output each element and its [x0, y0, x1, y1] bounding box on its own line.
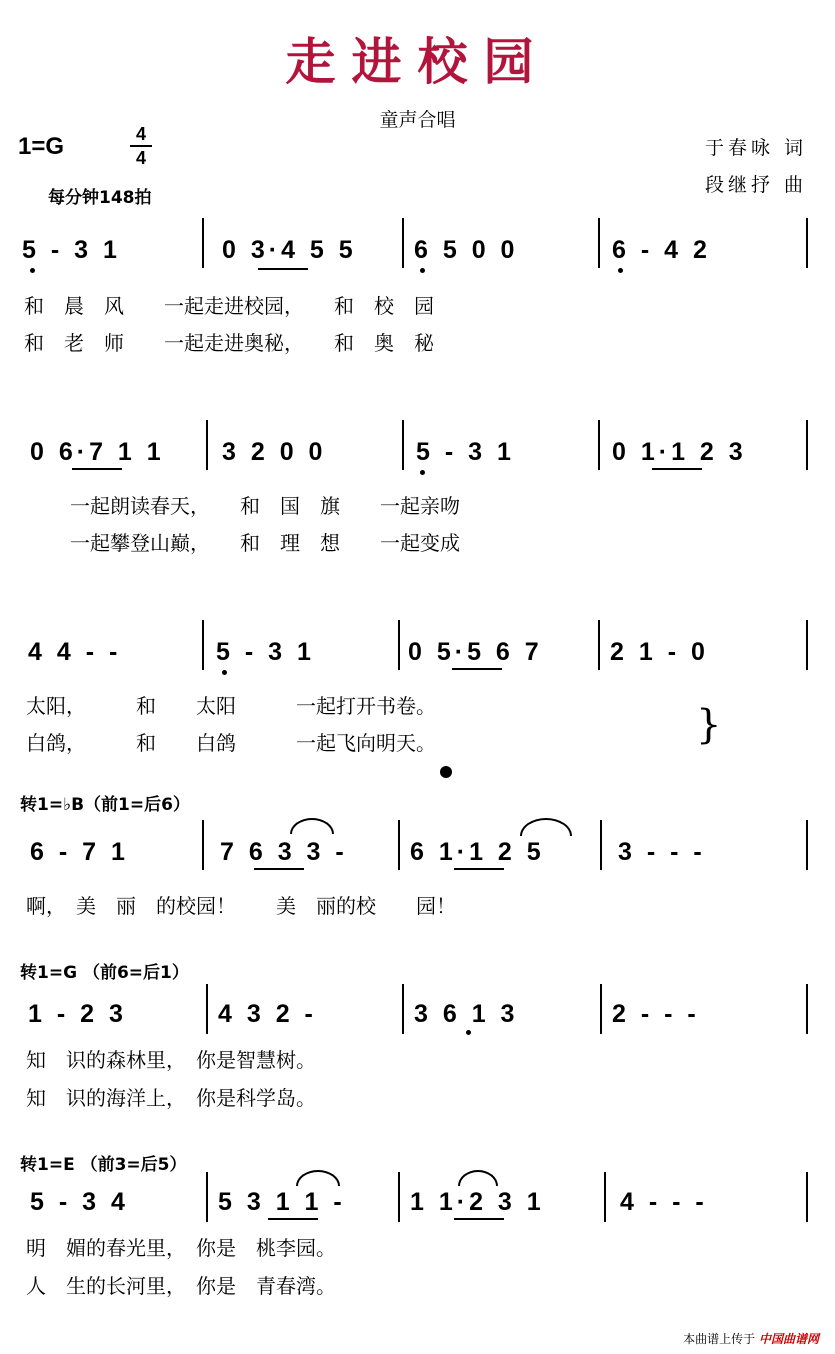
beam: [452, 668, 502, 670]
lyric-line: 人 生的长河里， 你是 青春湾。: [26, 1274, 336, 1298]
beam: [652, 468, 702, 470]
barline: [806, 620, 808, 670]
beam: [254, 868, 304, 870]
beam: [454, 1218, 504, 1220]
barline: [402, 984, 404, 1034]
lyric-line: 白鸽， 和 白鸽 一起飞向明天。: [26, 731, 436, 755]
measure: 2 1 - 0: [610, 638, 709, 666]
barline: [206, 984, 208, 1034]
time-signature-top: 4: [135, 124, 146, 144]
octave-dot: [222, 670, 227, 675]
lyric-line: 啊， 美 丽 的校园！ 美 丽的校 园！: [26, 894, 456, 918]
measure: 3 2 0 0: [222, 438, 327, 466]
measure: 0 5·5 6 7: [408, 638, 543, 666]
barline: [206, 420, 208, 470]
measure: 6 - 4 2: [612, 236, 711, 264]
barline: [806, 984, 808, 1034]
measure: 5 - 3 1: [216, 638, 315, 666]
decorative-dot: [440, 766, 452, 778]
barline: [806, 1172, 808, 1222]
measure: 6 5 0 0: [414, 236, 519, 264]
barline: [806, 820, 808, 870]
octave-dot: [420, 470, 425, 475]
barline: [598, 420, 600, 470]
measure: 3 6 1 3: [414, 1000, 519, 1028]
barline: [202, 218, 204, 268]
measure: 0 6·7 1 1: [30, 438, 165, 466]
lyric-line: 一起朗读春天， 和 国 旗 一起亲吻: [70, 494, 460, 518]
brace: }: [696, 702, 722, 748]
modulation-marking: 转1=G （前6=后1）: [20, 963, 189, 983]
barline: [402, 218, 404, 268]
barline: [806, 420, 808, 470]
measure: 4 - - -: [620, 1188, 708, 1216]
barline: [202, 820, 204, 870]
lyric-line: 知 识的森林里， 你是智慧树。: [26, 1048, 316, 1072]
measure: 5 - 3 1: [22, 236, 121, 264]
measure: 4 3 2 -: [218, 1000, 317, 1028]
time-signature-bottom: 4: [135, 148, 146, 168]
lyricist-credit: 于春咏 词: [704, 137, 807, 159]
measure: 6 - 7 1: [30, 838, 129, 866]
measure: 0 3·4 5 5: [222, 236, 357, 264]
barline: [398, 820, 400, 870]
measure: 1 - 2 3: [28, 1000, 127, 1028]
barline: [600, 984, 602, 1034]
beam: [72, 468, 122, 470]
composer-credit: 段继抒 曲: [704, 174, 807, 196]
barline: [604, 1172, 606, 1222]
modulation-marking: 转1=♭B（前1=后6）: [20, 795, 190, 815]
barline: [398, 1172, 400, 1222]
beam: [454, 868, 504, 870]
lyric-line: 明 媚的春光里， 你是 桃李园。: [26, 1236, 336, 1260]
beam: [258, 268, 308, 270]
barline: [402, 420, 404, 470]
footer-text: 本曲谱上传于: [683, 1332, 756, 1346]
measure: 1 1·2 3 1: [410, 1188, 545, 1216]
lyric-line: 太阳， 和 太阳 一起打开书卷。: [26, 694, 436, 718]
barline: [598, 620, 600, 670]
tie: [296, 1170, 340, 1186]
barline: [202, 620, 204, 670]
barline: [598, 218, 600, 268]
octave-dot: [30, 268, 35, 273]
measure: 5 - 3 4: [30, 1188, 129, 1216]
measure: 5 - 3 1: [416, 438, 515, 466]
barline: [806, 218, 808, 268]
measure: 7 6 3 3 -: [220, 838, 348, 866]
subtitle: 童声合唱: [379, 109, 456, 131]
barline: [600, 820, 602, 870]
octave-dot: [420, 268, 425, 273]
tie: [290, 818, 334, 834]
slur: [520, 818, 572, 836]
key-signature: 1=G: [18, 133, 65, 160]
modulation-marking: 转1=E （前3=后5）: [20, 1155, 187, 1175]
lyric-line: 一起攀登山巅， 和 理 想 一起变成: [70, 531, 460, 555]
measure: 2 - - -: [612, 1000, 700, 1028]
time-signature: [130, 124, 152, 168]
site-logo: 中国曲谱网: [758, 1332, 819, 1346]
tempo-marking: 每分钟148拍: [48, 188, 152, 208]
octave-dot: [618, 268, 623, 273]
measure: 5 3 1 1 -: [218, 1188, 346, 1216]
page-title: 走进校园: [285, 32, 550, 91]
measure: 3 - - -: [618, 838, 706, 866]
measure: 4 4 - -: [28, 638, 122, 666]
beam: [268, 1218, 318, 1220]
lyric-line: 知 识的海洋上， 你是科学岛。: [26, 1086, 316, 1110]
barline: [206, 1172, 208, 1222]
slur: [458, 1170, 498, 1186]
measure: 6 1·1 2 5: [410, 838, 545, 866]
barline: [398, 620, 400, 670]
lyric-line: 和 晨 风 一起走进校园， 和 校 园: [24, 294, 434, 318]
footer-credit: [683, 1330, 819, 1347]
lyric-line: 和 老 师 一起走进奥秘， 和 奥 秘: [24, 331, 434, 355]
measure: 0 1·1 2 3: [612, 438, 747, 466]
octave-dot: [466, 1030, 471, 1035]
